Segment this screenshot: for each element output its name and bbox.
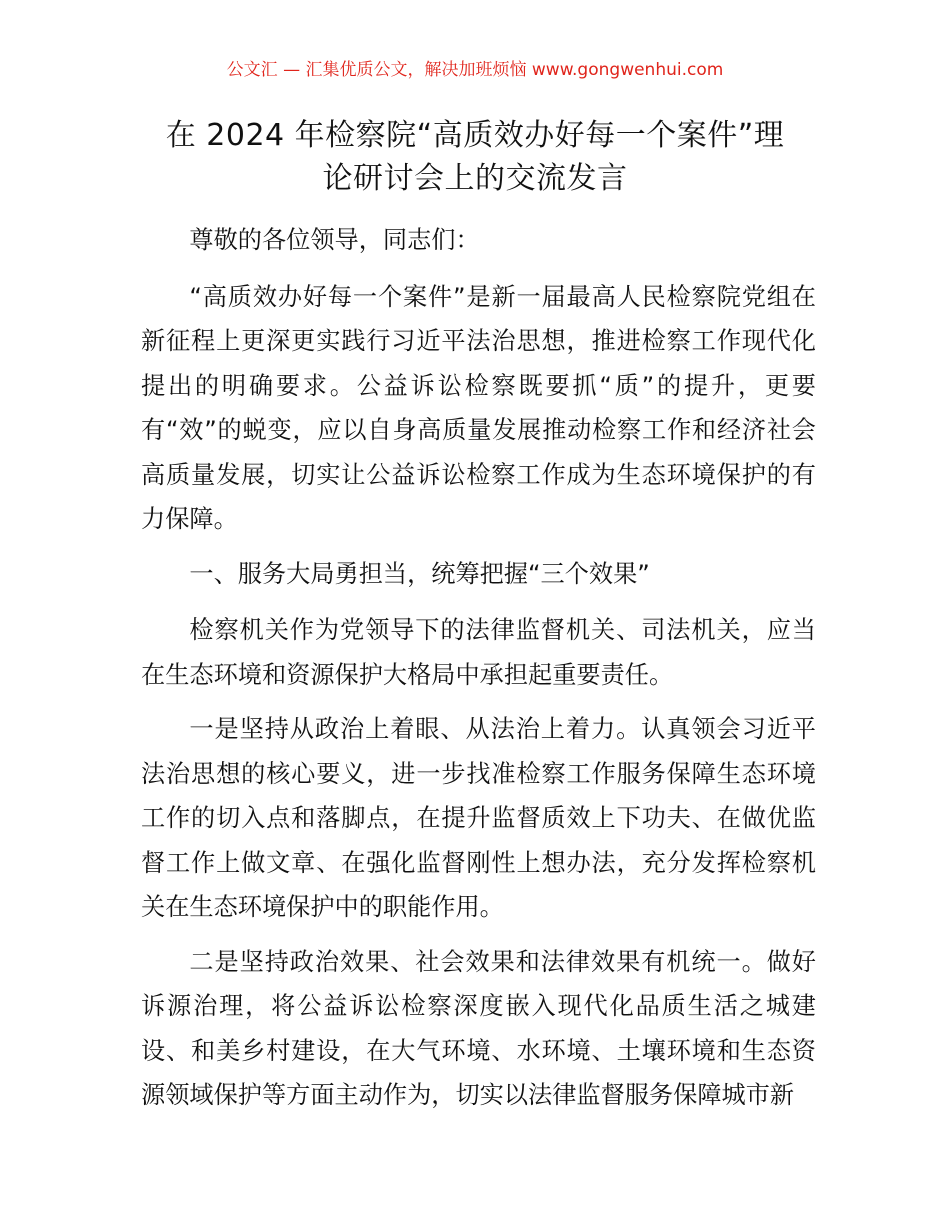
title-line-2: 论研讨会上的交流发言: [322, 161, 628, 196]
site-banner: 公文汇 — 汇集优质公文，解决加班烦恼 www.gongwenhui.com: [226, 60, 724, 80]
salutation: 尊敬的各位领导，同志们：: [189, 226, 480, 254]
title-line-1: 在 2024 年检察院“高质效办好每一个案件”理: [165, 118, 785, 153]
paragraph-point-1: 一是坚持从政治上着眼、从法治上着力。认真领会习近平法治思想的核心要义，进一步找准检察工作服务保障生态环境工作的切入点和落脚点，在提升监督质效上下功夫、在做优监督工作上做文章、在强化监督刚性上想办法，充分发挥检察机关在生态环境保护中的职能作用。: [141, 715, 816, 921]
paragraph-role: 检察机关作为党领导下的法律监督机关、司法机关，应当在生态环境和资源保护大格局中承担起重要责任。: [141, 616, 816, 689]
paragraph-intro: “高质效办好每一个案件”是新一届最高人民检察院党组在新征程上更深更实践行习近平法治思想，推进检察工作现代化提出的明确要求。公益诉讼检察既要抓“质”的提升，更要有“效”的蜕变，应以自身高质量发展推动检察工作和经济社会高质量发展，切实让公益诉讼检察工作成为生态环境保护的有力保障。: [141, 282, 816, 533]
document-title: [100, 114, 850, 200]
paragraph-point-2: 二是坚持政治效果、社会效果和法律效果有机统一。做好诉源治理，将公益诉讼检察深度嵌入现代化品质生活之城建设、和美乡村建设，在大气环境、水环境、土壤环境和生态资源领域保护等方面主动作为，切实以法律监督服务保障城市新: [141, 947, 816, 1109]
section-heading-1: 一、服务大局勇担当，统筹把握“三个效果”: [189, 559, 650, 588]
document-body: [141, 218, 816, 1128]
